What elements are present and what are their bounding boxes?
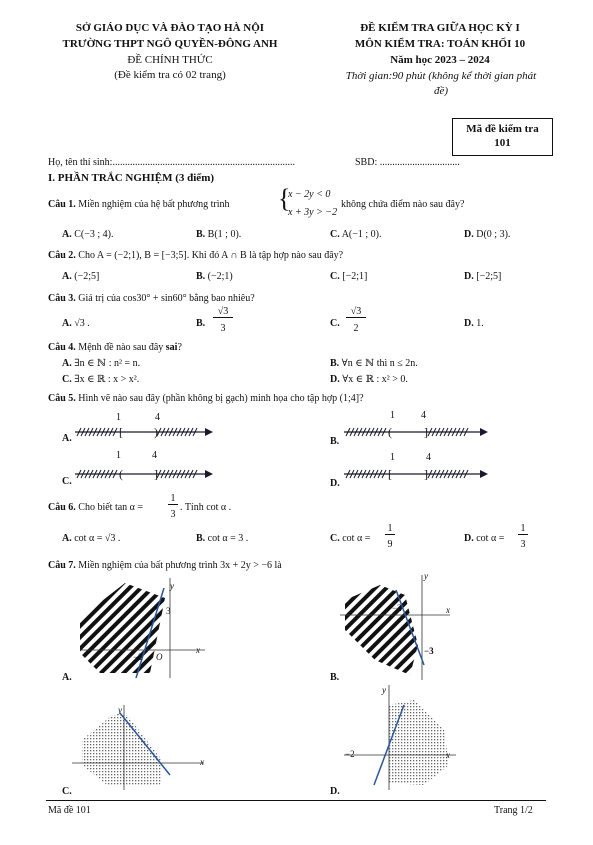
q4-d: ∀x ∈ ℝ : x² > 0. bbox=[342, 374, 408, 385]
q7-graph-d bbox=[344, 685, 459, 790]
q7-letter-d: D. bbox=[330, 786, 340, 797]
section-title: I. PHẦN TRẮC NGHIỆM (3 điểm) bbox=[48, 172, 215, 184]
q6-c-den: 9 bbox=[387, 539, 393, 550]
q7b-n3: −3 bbox=[424, 646, 434, 656]
q6-stem bbox=[48, 502, 143, 513]
header-time-cont: đề) bbox=[433, 85, 449, 97]
q1-letter-d: D. bbox=[464, 229, 474, 240]
q5-letter-b: B. bbox=[330, 436, 340, 447]
q7a-o: O bbox=[156, 652, 163, 662]
header-school: TRƯỜNG THPT NGÔ QUYỀN-ĐÔNG ANH bbox=[62, 38, 278, 50]
q5-stem bbox=[48, 393, 364, 404]
q5d-tick-4: 4 bbox=[426, 452, 431, 463]
q5d-tick-1: 1 bbox=[390, 452, 395, 463]
header-pages-note: (Đề kiểm tra có 02 trang) bbox=[114, 69, 226, 81]
footer-page-number: Trang 1/2 bbox=[494, 805, 533, 816]
q6-opt-d bbox=[464, 533, 504, 544]
q7-letter-a: A. bbox=[62, 672, 72, 683]
q1-opt-a bbox=[62, 229, 113, 240]
q2-opt-c bbox=[330, 271, 367, 282]
q3-letter-a: A. bbox=[62, 318, 72, 329]
q4-text: Mệnh đề nào sau đây bbox=[78, 342, 164, 353]
q3-letter-b: B. bbox=[196, 318, 206, 329]
q6-text-before: Cho biết tan α = bbox=[78, 502, 144, 513]
q4-letter-a: A. bbox=[62, 358, 72, 369]
q4-b: ∀n ∈ ℕ thì n ≤ 2n. bbox=[341, 358, 418, 369]
q3-letter-d: D. bbox=[464, 318, 474, 329]
q4-opt-b bbox=[330, 358, 418, 369]
student-sbd-field: SBD: ................................ bbox=[355, 157, 460, 168]
q6-c-num: 1 bbox=[385, 523, 395, 535]
svg-text:]: ] bbox=[424, 467, 428, 481]
q1-ineq2: x + 3y > −2 bbox=[288, 207, 338, 218]
q1-opt-b bbox=[196, 229, 241, 240]
q6-d-pre: cot α = bbox=[476, 533, 505, 544]
q3-label: Câu 3. bbox=[48, 293, 76, 304]
svg-text:[: [ bbox=[388, 467, 392, 481]
q5c-tick-4: 4 bbox=[152, 450, 157, 461]
q2-opt-d bbox=[464, 271, 501, 282]
q2-letter-b: B. bbox=[196, 271, 206, 282]
q6-d-den: 3 bbox=[520, 539, 526, 550]
q6-letter-a: A. bbox=[62, 533, 72, 544]
q3-opt-b bbox=[196, 318, 205, 329]
q5-letter-d: D. bbox=[330, 478, 340, 489]
q5c-number-line bbox=[75, 466, 215, 482]
q5b-tick-1: 1 bbox=[390, 410, 395, 421]
q4-a: ∃n ∈ ℕ : n² = n. bbox=[74, 358, 141, 369]
q4-opt-a bbox=[62, 358, 140, 369]
q5b-number-line bbox=[344, 424, 494, 440]
header-time: Thời gian:90 phút (không kể thời gian phát bbox=[345, 70, 537, 82]
q7b-x: x bbox=[446, 605, 450, 615]
q3-opt-d bbox=[464, 318, 484, 329]
q2-b: (−2;1) bbox=[207, 271, 233, 282]
q7d-y: y bbox=[382, 685, 386, 695]
q2-stem bbox=[48, 250, 343, 261]
footer-exam-code: Mã đề 101 bbox=[48, 805, 91, 816]
q7-graph-a bbox=[80, 578, 210, 678]
q6-letter-d: D. bbox=[464, 533, 474, 544]
header-official: ĐỀ CHÍNH THỨC bbox=[127, 54, 213, 66]
q5-letter-c: C. bbox=[62, 476, 72, 487]
q5a-tick-4: 4 bbox=[155, 412, 160, 423]
q3-stem bbox=[48, 293, 255, 304]
q2-opt-a bbox=[62, 271, 99, 282]
q7a-y: y bbox=[170, 581, 174, 591]
q1-label: Câu 1. bbox=[48, 199, 76, 210]
q3-opt-a bbox=[62, 318, 90, 329]
q6-b: cot α = 3 . bbox=[207, 533, 249, 544]
q2-letter-a: A. bbox=[62, 271, 72, 282]
header-subject: MÔN KIỂM TRA: TOÁN KHỐI 10 bbox=[354, 38, 526, 50]
q5c-tick-1: 1 bbox=[116, 450, 121, 461]
q3-b-den: 3 bbox=[220, 323, 226, 334]
q1-opt-d bbox=[464, 229, 510, 240]
q1-letter-c: C. bbox=[330, 229, 340, 240]
q5d-number-line bbox=[344, 466, 494, 482]
q4-letter-b: B. bbox=[330, 358, 340, 369]
q1-brace: { bbox=[278, 184, 291, 213]
q1-c: A(−1 ; 0). bbox=[341, 229, 382, 240]
q1-b: B(1 ; 0). bbox=[207, 229, 242, 240]
q5-text: Hình vẽ nào sau đây (phần không bị gạch) minh họa cho tập hợp (1;4]? bbox=[78, 393, 364, 404]
q4-text-bold: sai bbox=[165, 342, 178, 353]
q7d-n2: −2 bbox=[345, 749, 355, 759]
q3-b-num: √3 bbox=[213, 306, 233, 318]
q1-stem bbox=[48, 199, 230, 210]
q2-text: Cho A = (−2;1), B = [−3;5]. Khi đó A ∩ B là tập hợp nào sau đây? bbox=[78, 250, 344, 261]
q6-opt-a bbox=[62, 533, 120, 544]
q7b-y: y bbox=[424, 571, 428, 581]
exam-code-box bbox=[452, 118, 553, 156]
q1-text-before: Miền nghiệm của hệ bất phương trình bbox=[78, 199, 230, 210]
q6-label: Câu 6. bbox=[48, 502, 76, 513]
q1-letter-a: A. bbox=[62, 229, 72, 240]
q1-ineq1: x − 2y < 0 bbox=[288, 189, 331, 200]
svg-text:): ) bbox=[154, 425, 158, 439]
q4-opt-c bbox=[62, 374, 139, 385]
q5b-tick-4: 4 bbox=[421, 410, 426, 421]
q4-letter-c: C. bbox=[62, 374, 72, 385]
svg-text:[: [ bbox=[119, 425, 123, 439]
svg-text:]: ] bbox=[424, 425, 428, 439]
q7b-n2: −2 bbox=[392, 603, 402, 613]
q3-text: Giá trị của cos30° + sin60° bằng bao nhiêu? bbox=[78, 293, 255, 304]
q2-a: (−2;5] bbox=[74, 271, 100, 282]
exam-code-label: Mã đề kiểm tra bbox=[466, 123, 539, 135]
q7d-x: x bbox=[446, 750, 450, 760]
header-department: SỞ GIÁO DỤC VÀ ĐÀO TẠO HÀ NỘI bbox=[75, 22, 265, 34]
q6-c-pre: cot α = bbox=[342, 533, 371, 544]
q2-letter-d: D. bbox=[464, 271, 474, 282]
q5a-number-line bbox=[75, 424, 215, 440]
q6-letter-b: B. bbox=[196, 533, 206, 544]
q6-opt-b bbox=[196, 533, 248, 544]
svg-text:(: ( bbox=[388, 425, 392, 439]
q7a-n2: −2 bbox=[133, 652, 143, 662]
q6-opt-c bbox=[330, 533, 370, 544]
q1-opt-c bbox=[330, 229, 382, 240]
q1-text-after: không chứa điểm nào sau đây? bbox=[341, 199, 465, 210]
q4-label: Câu 4. bbox=[48, 342, 76, 353]
q2-d: [−2;5] bbox=[476, 271, 502, 282]
footer-divider bbox=[46, 800, 546, 801]
q3-c-num: √3 bbox=[346, 306, 366, 318]
q7-graph-c bbox=[72, 705, 212, 790]
q5-label: Câu 5. bbox=[48, 393, 76, 404]
q3-c-den: 2 bbox=[353, 323, 359, 334]
q6-den: 3 bbox=[170, 509, 176, 520]
q4-stem: Câu 4. Mệnh đề nào sau đây sai? bbox=[48, 342, 182, 353]
q2-opt-b bbox=[196, 271, 233, 282]
q7-text: Miền nghiệm của bất phương trình 3x + 2y > −6 là bbox=[78, 560, 282, 571]
q2-letter-c: C. bbox=[330, 271, 340, 282]
svg-text:]: ] bbox=[154, 467, 158, 481]
q1-letter-b: B. bbox=[196, 229, 206, 240]
exam-code-value: 101 bbox=[494, 137, 511, 149]
svg-text:(: ( bbox=[119, 467, 123, 481]
q5-letter-a: A. bbox=[62, 433, 72, 444]
q6-a: cot α = √3 . bbox=[74, 533, 121, 544]
q7c-x: x bbox=[200, 757, 204, 767]
q4-letter-d: D. bbox=[330, 374, 340, 385]
q1-d: D(0 ; 3). bbox=[476, 229, 511, 240]
q6-num: 1 bbox=[168, 493, 178, 505]
q7c-y: y bbox=[118, 705, 122, 715]
q2-c: [−2;1] bbox=[342, 271, 368, 282]
q3-letter-c: C. bbox=[330, 318, 340, 329]
student-name-field: Họ, tên thí sinh:......................................................................... bbox=[48, 157, 295, 168]
q7-graph-b bbox=[340, 575, 460, 680]
header-exam-title: ĐỀ KIỂM TRA GIỮA HỌC KỲ I bbox=[360, 22, 520, 34]
q5a-tick-1: 1 bbox=[116, 412, 121, 423]
q2-label: Câu 2. bbox=[48, 250, 76, 261]
q4-opt-d bbox=[330, 374, 408, 385]
q1-a: C(−3 ; 4). bbox=[74, 229, 114, 240]
q4-c: ∃x ∈ ℝ : x > x². bbox=[74, 374, 140, 385]
header-year: Năm học 2023 – 2024 bbox=[390, 54, 490, 66]
q3-d: 1. bbox=[476, 318, 484, 329]
q7a-x: x bbox=[196, 645, 200, 655]
q3-opt-c bbox=[330, 318, 340, 329]
q6-letter-c: C. bbox=[330, 533, 340, 544]
q3-a: √3 . bbox=[74, 318, 90, 329]
q7a-p3: 3 bbox=[166, 606, 171, 616]
q7-letter-c: C. bbox=[62, 786, 72, 797]
q6-d-num: 1 bbox=[518, 523, 528, 535]
q7-letter-b: B. bbox=[330, 672, 340, 683]
q7-stem bbox=[48, 560, 282, 571]
q7-label: Câu 7. bbox=[48, 560, 76, 571]
q6-text-after: . Tính cot α . bbox=[180, 502, 232, 513]
